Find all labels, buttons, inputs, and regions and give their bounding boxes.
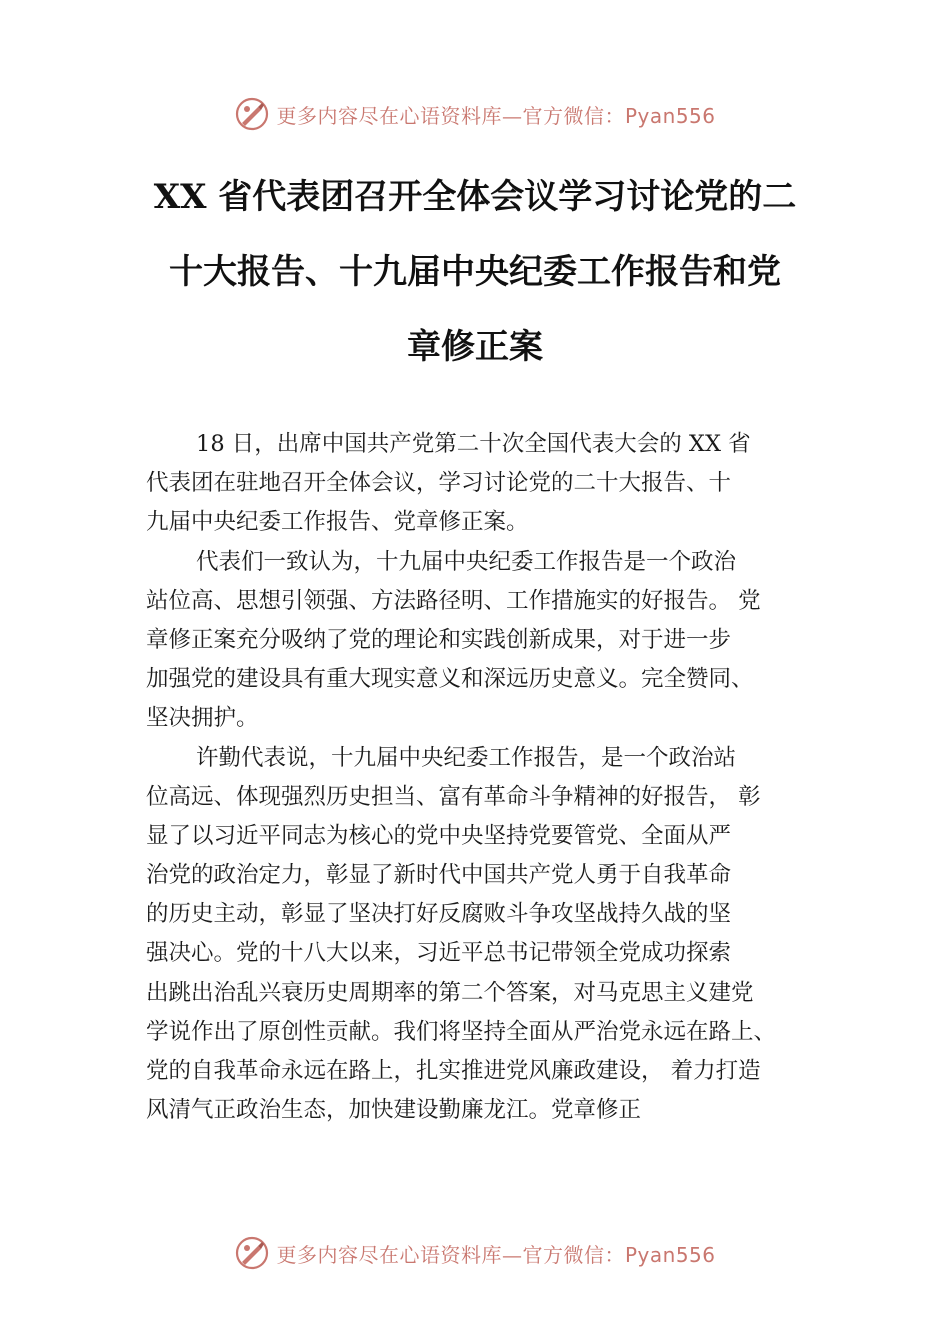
text-line: 出跳出治乱兴衰历史周期率的第二个答案，对马克思主义建党 <box>146 979 754 1006</box>
paragraph-3 <box>146 739 836 1131</box>
text-line: 许勤代表说，十九届中央纪委工作报告，是一个政治站 <box>196 744 737 771</box>
watermark-id: Pyan556 <box>624 103 716 128</box>
text-line: 风清气正政治生态，加快建设勤廉龙江。党章修正 <box>146 1097 642 1124</box>
watermark-banner-top <box>0 94 950 134</box>
watermark-text: 更多内容尽在心语资料库—官方微信： <box>276 103 625 128</box>
text-line: 代表团在驻地召开全体会议，学习讨论党的二十大报告、十 <box>146 470 732 497</box>
text-line: 位高远、体现强烈历史担当、富有革命斗争精神的好报告， 彰 <box>146 783 761 810</box>
text-line: 站位高、思想引领强、方法路径明、工作措施实的好报告。 党 <box>146 587 761 614</box>
text-line: 18 日，出席中国共产党第二十次全国代表大会的 XX 省 <box>196 431 751 457</box>
text-line: 强决心。党的十八大以来，习近平总书记带领全党成功探索 <box>146 940 732 967</box>
text-line: 加强党的建设具有重大现实意义和深远历史意义。完全赞同、 <box>146 666 754 693</box>
text-line: 党的自我革命永远在路上，扎实推进党风廉政建设， 着力打造 <box>146 1058 761 1084</box>
document-title <box>120 160 830 385</box>
title-line: 十大报告、十九届中央纪委工作报告和党 <box>169 252 781 292</box>
text-line: 九届中央纪委工作报告、党章修正案。 <box>146 509 529 536</box>
text-line: 学说作出了原创性贡献。我们将坚持全面从严治党永远在路上、 <box>146 1018 777 1045</box>
text-line: 坚决拥护。 <box>146 705 259 732</box>
document-body <box>146 425 836 1130</box>
watermark-banner-bottom <box>0 1233 950 1273</box>
pen-logo-icon <box>234 1235 270 1271</box>
title-line: XX 省代表团召开全体会议学习讨论党的二 <box>153 177 797 217</box>
text-line: 章修正案充分吸纳了党的理论和实践创新成果，对于进一步 <box>146 626 732 653</box>
watermark-id: Pyan556 <box>624 1242 716 1267</box>
text-line: 的历史主动，彰显了坚决打好反腐败斗争攻坚战持久战的坚 <box>146 901 732 928</box>
pen-logo-icon <box>234 96 270 132</box>
title-line: 章修正案 <box>407 327 543 367</box>
paragraph-1 <box>146 425 836 543</box>
text-line: 治党的政治定力，彰显了新时代中国共产党人勇于自我革命 <box>146 862 732 889</box>
text-line: 显了以习近平同志为核心的党中央坚持党要管党、全面从严 <box>146 822 732 849</box>
watermark-text: 更多内容尽在心语资料库—官方微信： <box>276 1242 625 1267</box>
paragraph-2 <box>146 543 836 739</box>
text-line: 代表们一致认为，十九届中央纪委工作报告是一个政治 <box>196 548 737 575</box>
